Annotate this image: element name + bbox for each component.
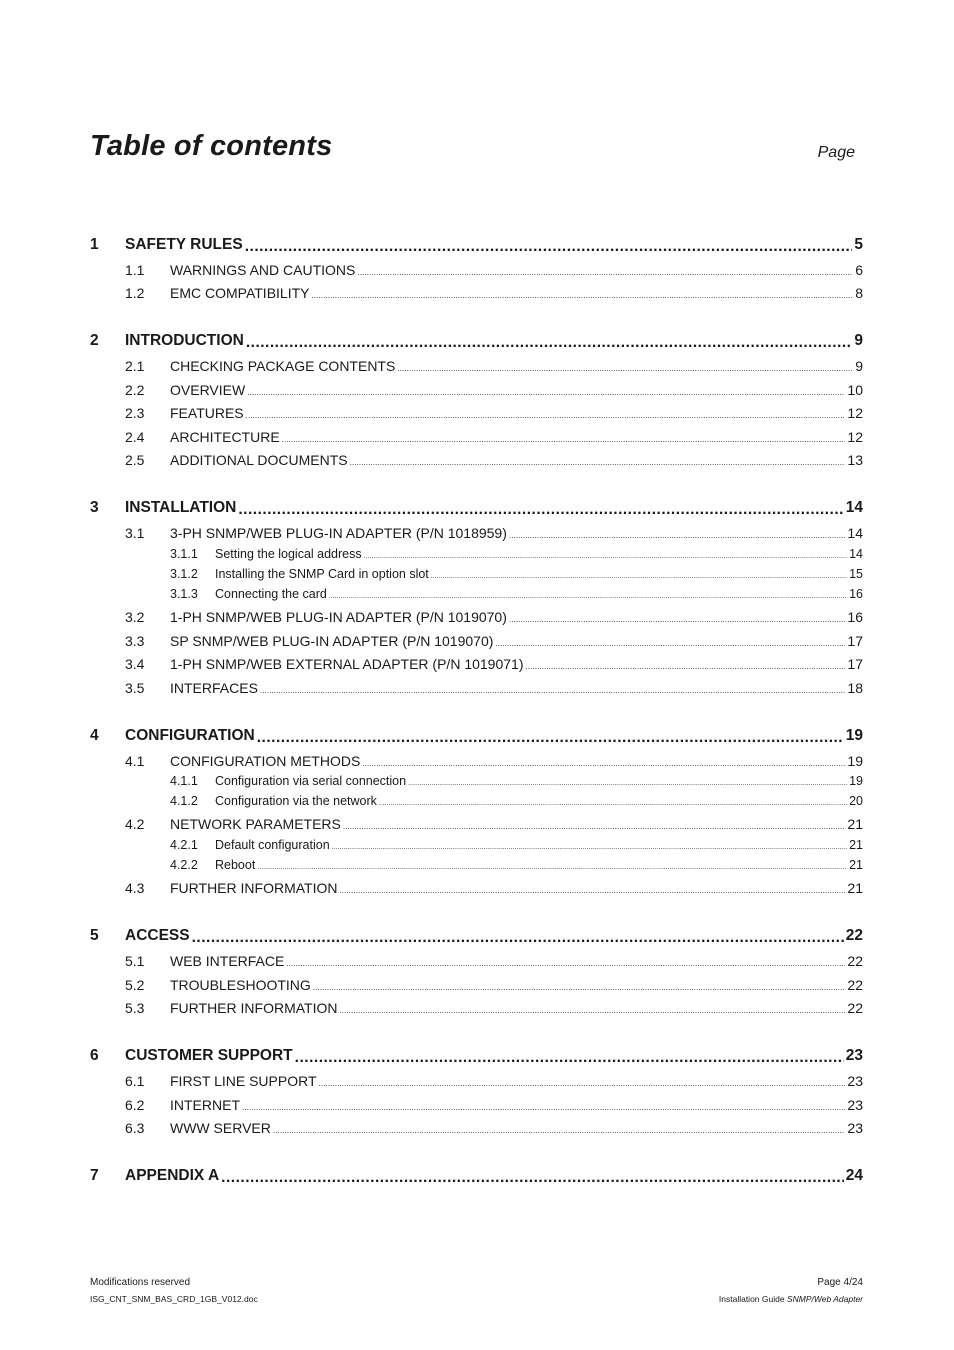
toc-entry-title: Configuration via serial connection (215, 774, 407, 788)
toc-entry-number: 6.2 (125, 1097, 145, 1113)
toc-dot-leader (364, 547, 847, 563)
toc-dot-leader (339, 880, 845, 898)
toc-entry-title: OVERVIEW (170, 382, 246, 398)
toc-entry-title: ADDITIONAL DOCUMENTS (170, 452, 348, 468)
toc-entry-6[interactable] (90, 1047, 863, 1067)
toc-entry-page: 22 (845, 927, 863, 944)
toc-entry-number: 6 (90, 1047, 99, 1064)
toc-entry-number: 5.3 (125, 1000, 145, 1016)
toc-dot-leader (319, 1073, 846, 1091)
toc-entry-number: 4.2.2 (170, 858, 198, 872)
toc-entry-title: ARCHITECTURE (170, 429, 280, 445)
toc-dot-leader (525, 656, 845, 674)
toc-entry-title: WWW SERVER (170, 1120, 271, 1136)
toc-entry-page: 9 (855, 358, 863, 374)
toc-entry-title: 1-PH SNMP/WEB EXTERNAL ADAPTER (P/N 1019071) (170, 656, 524, 672)
toc-entry-title: APPENDIX A (125, 1167, 220, 1184)
modifications-note: Modifications reserved (90, 1277, 191, 1288)
toc-entry-6-1[interactable] (125, 1073, 863, 1091)
toc-entry-number: 4.2.1 (170, 838, 198, 852)
toc-entry-number: 3 (90, 499, 99, 516)
toc-entry-title: NETWORK PARAMETERS (170, 816, 341, 832)
toc-entry-number: 4.2 (125, 816, 145, 832)
toc-entry-6-3[interactable] (125, 1120, 863, 1138)
toc-entry-number: 2.5 (125, 452, 145, 468)
toc-entry-number: 3.1 (125, 525, 145, 541)
toc-dot-leader (313, 977, 846, 995)
toc-entry-3-1-3[interactable] (170, 587, 863, 603)
toc-dot-leader (362, 753, 845, 771)
toc-entry-4-2-1[interactable] (170, 838, 863, 854)
toc-entry-2[interactable] (90, 332, 863, 352)
toc-entry-5[interactable] (90, 927, 863, 947)
toc-entry-number: 1.2 (125, 285, 145, 301)
toc-dot-leader (329, 587, 847, 603)
footer-left (90, 1275, 258, 1307)
toc-entry-title: CONFIGURATION (125, 727, 255, 744)
toc-dot-leader (397, 358, 853, 376)
toc-dot-leader (343, 816, 846, 834)
toc-dot-leader (257, 858, 847, 874)
toc-entry-3-5[interactable] (125, 680, 863, 698)
toc-entry-title: Installing the SNMP Card in option slot (215, 567, 429, 581)
toc-entry-page: 22 (847, 953, 863, 969)
toc-entry-page: 12 (847, 429, 863, 445)
toc-entry-title: Setting the logical address (215, 547, 362, 561)
toc-entry-3-1-1[interactable] (170, 547, 863, 563)
toc-entry-title: INTERNET (170, 1097, 240, 1113)
toc-entry-4-3[interactable] (125, 880, 863, 898)
toc-entry-number: 3.1.2 (170, 567, 198, 581)
toc-entry-number: 4.1 (125, 753, 145, 769)
toc-entry-title: Connecting the card (215, 587, 327, 601)
toc-entry-title: TROUBLESHOOTING (170, 977, 311, 993)
toc-entry-page: 19 (847, 753, 863, 769)
page-column-label: Page (817, 144, 855, 161)
toc-entry-title: SP SNMP/WEB PLUG-IN ADAPTER (P/N 1019070) (170, 633, 494, 649)
toc-entry-page: 23 (847, 1120, 863, 1136)
toc-entry-page: 8 (855, 285, 863, 301)
toc-entry-3-4[interactable] (125, 656, 863, 674)
toc-entry-page: 14 (849, 547, 863, 561)
toc-entry-number: 1.1 (125, 262, 145, 278)
toc-entry-title: WEB INTERFACE (170, 953, 285, 969)
toc-entry-number: 5 (90, 927, 99, 944)
toc-entry-page: 14 (847, 525, 863, 541)
toc-entry-number: 4.3 (125, 880, 145, 896)
toc-entry-1[interactable] (90, 236, 863, 256)
toc-entry-page: 15 (849, 567, 863, 581)
toc-entry-title: CUSTOMER SUPPORT (125, 1047, 293, 1064)
toc-entry-number: 3.2 (125, 609, 145, 625)
toc-entry-number: 3.1.1 (170, 547, 198, 561)
toc-entry-number: 5.1 (125, 953, 145, 969)
toc-entry-page: 23 (845, 1047, 863, 1064)
footer-right (719, 1275, 863, 1307)
toc-entry-title: 3-PH SNMP/WEB PLUG-IN ADAPTER (P/N 1018959) (170, 525, 507, 541)
toc-entry-5-3[interactable] (125, 1000, 863, 1018)
toc-entry-page: 16 (847, 609, 863, 625)
toc-entry-number: 2.3 (125, 405, 145, 421)
toc-dot-leader (273, 1120, 846, 1138)
toc-entry-page: 5 (854, 236, 863, 253)
toc-entry-number: 4.1.2 (170, 794, 198, 808)
toc-dot-leader (221, 1167, 844, 1187)
toc-entry-title: INTRODUCTION (125, 332, 244, 349)
toc-entry-2-4[interactable] (125, 429, 863, 447)
toc-entry-3-1-2[interactable] (170, 567, 863, 583)
toc-dot-leader (379, 794, 847, 810)
toc-entry-page: 24 (845, 1167, 863, 1184)
toc-entry-title: INSTALLATION (125, 499, 237, 516)
document-subtitle: Installation Guide SNMP/Web Adapter (718, 1294, 863, 1304)
toc-entry-title: Default configuration (215, 838, 330, 852)
toc-entry-title: FURTHER INFORMATION (170, 880, 338, 896)
toc-entry-2-3[interactable] (125, 405, 863, 423)
toc-entry-page: 17 (847, 633, 863, 649)
toc-entry-title: FIRST LINE SUPPORT (170, 1073, 317, 1089)
toc-entry-2-5[interactable] (125, 452, 863, 470)
toc-entry-title: ACCESS (125, 927, 190, 944)
toc-entry-number: 2.4 (125, 429, 145, 445)
toc-dot-leader (357, 262, 853, 280)
toc-entry-page: 9 (854, 332, 863, 349)
toc-entry-title: FEATURES (170, 405, 244, 421)
toc-entry-page: 19 (849, 774, 863, 788)
toc-entry-5-1[interactable] (125, 953, 863, 971)
toc-entry-page: 20 (849, 794, 863, 808)
toc-entry-6-2[interactable] (125, 1097, 863, 1115)
toc-entry-title: SAFETY RULES (125, 236, 243, 253)
document-filename: ISG_CNT_SNM_BAS_CRD_1GB_V012.doc (90, 1294, 258, 1304)
toc-entry-page: 13 (847, 452, 863, 468)
toc-entry-page: 16 (849, 587, 863, 601)
toc-entry-2-2[interactable] (125, 382, 863, 400)
toc-entry-number: 7 (90, 1167, 99, 1184)
toc-entry-page: 21 (849, 858, 863, 872)
toc-dot-leader (509, 525, 846, 543)
toc-entry-1-2[interactable] (125, 285, 863, 303)
toc-dot-leader (295, 1047, 844, 1067)
toc-entry-4-2[interactable] (125, 816, 863, 834)
toc-entry-number: 3.1.3 (170, 587, 198, 601)
toc-entry-number: 6.3 (125, 1120, 145, 1136)
toc-entry-page: 21 (847, 816, 863, 832)
toc-entry-number: 3.5 (125, 680, 145, 696)
toc-dot-leader (246, 405, 846, 423)
toc-entry-page: 10 (847, 382, 863, 398)
toc-entry-3-1[interactable] (125, 525, 863, 543)
page-title: Table of contents (90, 130, 333, 162)
toc-entry-page: 21 (849, 838, 863, 852)
toc-entry-title: INTERFACES (170, 680, 258, 696)
toc-entry-7[interactable] (90, 1167, 863, 1187)
toc-entry-title: CONFIGURATION METHODS (170, 753, 361, 769)
toc-entry-number: 3.4 (125, 656, 145, 672)
toc-dot-leader (408, 774, 847, 790)
toc-entry-4-1-1[interactable] (170, 774, 863, 790)
toc-entry-title: Configuration via the network (215, 794, 377, 808)
toc-entry-title: EMC COMPATIBILITY (170, 285, 310, 301)
toc-dot-leader (286, 953, 845, 971)
toc-dot-leader (246, 332, 853, 352)
toc-entry-page: 14 (845, 499, 863, 516)
toc-entry-4-2-2[interactable] (170, 858, 863, 874)
toc-dot-leader (332, 838, 847, 854)
toc-entry-page: 18 (847, 680, 863, 696)
toc-dot-leader (282, 429, 846, 447)
toc-dot-leader (247, 382, 845, 400)
toc-dot-leader (431, 567, 847, 583)
toc-entry-title: Reboot (215, 858, 256, 872)
toc-entry-3-2[interactable] (125, 609, 863, 627)
page-number: Page 4/24 (817, 1277, 863, 1288)
toc-entry-number: 4.1.1 (170, 774, 198, 788)
toc-entry-page: 6 (855, 262, 863, 278)
toc-entry-number: 2 (90, 332, 99, 349)
toc-entry-number: 6.1 (125, 1073, 145, 1089)
toc-dot-leader (192, 927, 844, 947)
toc-entry-2-1[interactable] (125, 358, 863, 376)
toc-entry-page: 23 (847, 1073, 863, 1089)
toc-entry-number: 3.3 (125, 633, 145, 649)
toc-entry-number: 1 (90, 236, 99, 253)
toc-entry-page: 21 (847, 880, 863, 896)
toc-entry-title: 1-PH SNMP/WEB PLUG-IN ADAPTER (P/N 1019070) (170, 609, 507, 625)
toc-entry-1-1[interactable] (125, 262, 863, 280)
toc-dot-leader (312, 285, 854, 303)
toc-dot-leader (339, 1000, 845, 1018)
toc-entry-page: 22 (847, 977, 863, 993)
toc-entry-title: FURTHER INFORMATION (170, 1000, 338, 1016)
toc-entry-4-1[interactable] (125, 753, 863, 771)
toc-entry-4-1-2[interactable] (170, 794, 863, 810)
toc-entry-page: 22 (847, 1000, 863, 1016)
toc-entry-page: 17 (847, 656, 863, 672)
toc-entry-number: 2.1 (125, 358, 145, 374)
toc-dot-leader (509, 609, 846, 627)
toc-entry-number: 2.2 (125, 382, 145, 398)
toc-entry-3[interactable] (90, 499, 863, 519)
toc-entry-page: 23 (847, 1097, 863, 1113)
toc-dot-leader (242, 1097, 845, 1115)
toc-entry-number: 5.2 (125, 977, 145, 993)
toc-entry-number: 4 (90, 727, 99, 744)
toc-entry-title: WARNINGS AND CAUTIONS (170, 262, 356, 278)
toc-dot-leader (260, 680, 846, 698)
toc-dot-leader (495, 633, 845, 651)
toc-entry-3-3[interactable] (125, 633, 863, 651)
toc-dot-leader (245, 236, 853, 256)
toc-entry-4[interactable] (90, 727, 863, 747)
toc-dot-leader (238, 499, 843, 519)
toc-entry-page: 12 (847, 405, 863, 421)
toc-entry-title: CHECKING PACKAGE CONTENTS (170, 358, 396, 374)
toc-dot-leader (350, 452, 846, 470)
toc-entry-page: 19 (845, 727, 863, 744)
toc-dot-leader (257, 727, 844, 747)
toc-entry-5-2[interactable] (125, 977, 863, 995)
